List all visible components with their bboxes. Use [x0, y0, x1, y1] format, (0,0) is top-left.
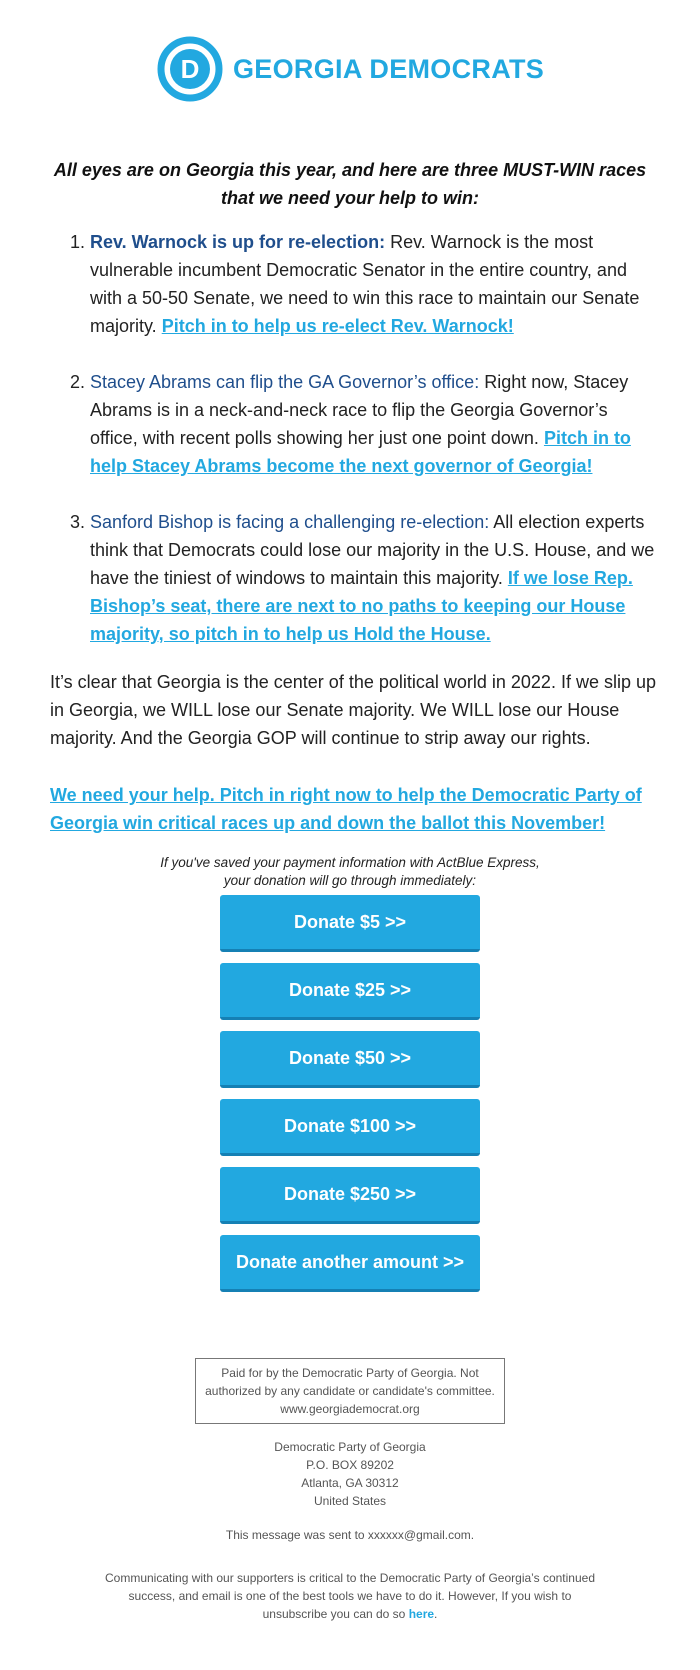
- race-body: Rev. Warnock is the most vulnerable incumbent Democratic Senator in the entire country, and with a 50-50 Senate, we need to win this race to maintain our Senate majority.: [90, 232, 640, 336]
- race-lead: Sanford Bishop is facing a challenging re-election:: [90, 512, 490, 532]
- donate-100-button[interactable]: Donate $100 >>: [220, 1099, 480, 1156]
- must-win-races-list: [50, 228, 660, 676]
- main-donate-link[interactable]: We need your help. Pitch in right now to help the Democratic Party of Georgia win critical races up and down the ballot this November!: [50, 785, 642, 833]
- race-lead: Stacey Abrams can flip the GA Governor’s office:: [90, 372, 480, 392]
- closing-paragraph: It’s clear that Georgia is the center of the political world in 2022. If we slip up in Georgia, we WILL lose our Senate majority. We WILL lose our House majority. And the Georgia GOP will continue to strip away our rights.: [50, 672, 656, 748]
- express-note-line: If you've saved your payment information with ActBlue Express,: [160, 855, 540, 870]
- bishop-donate-link[interactable]: If we lose Rep. Bishop’s seat, there are next to no paths to keeping our House majority, so pitch in to help us Hold the House.: [90, 568, 633, 644]
- race-item-abrams: [50, 368, 660, 480]
- donate-5-button[interactable]: Donate $5 >>: [220, 895, 480, 952]
- donate-other-amount-button[interactable]: Donate another amount >>: [220, 1235, 480, 1292]
- race-lead: Rev. Warnock is up for re-election:: [90, 232, 386, 252]
- race-number: 3.: [70, 512, 86, 532]
- intro-heading: All eyes are on Georgia this year, and here are three MUST-WIN races that we need your help to win:: [53, 160, 647, 208]
- race-body: Right now, Stacey Abrams is in a neck-and-neck race to flip the Georgia Governor’s office, with recent polls showing her just one point down.: [90, 372, 629, 448]
- donate-250-button[interactable]: Donate $250 >>: [220, 1167, 480, 1224]
- express-note-line: your donation will go through immediately:: [223, 873, 477, 888]
- race-body: All election experts think that Democrats could lose our majority in the U.S. House, and we have the tiniest of windows to maintain this majority.: [90, 512, 655, 588]
- cta-paragraph: [50, 781, 660, 837]
- race-item-bishop: [50, 508, 660, 648]
- address-org: Democratic Party of Georgia: [274, 1440, 426, 1454]
- donate-buttons: [220, 895, 480, 1303]
- race-number: 1.: [70, 232, 86, 252]
- unsubscribe-link[interactable]: here: [408, 1607, 435, 1621]
- democrats-d-logo-icon: [157, 36, 223, 102]
- address-po-box: P.O. BOX 89202: [306, 1458, 394, 1472]
- unsubscribe-notice: [95, 1569, 605, 1623]
- address-country: United States: [313, 1494, 387, 1508]
- race-item-warnock: [50, 228, 660, 340]
- warnock-donate-link[interactable]: Pitch in to help us re-elect Rev. Warnock!: [161, 316, 514, 336]
- donate-25-button[interactable]: Donate $25 >>: [220, 963, 480, 1020]
- donate-50-button[interactable]: Donate $50 >>: [220, 1031, 480, 1088]
- abrams-donate-link[interactable]: Pitch in to help Stacey Abrams become the next governor of Georgia!: [90, 428, 631, 476]
- mailing-address: [200, 1438, 500, 1510]
- georgia-democrats-logo: [157, 36, 547, 102]
- unsubscribe-period: .: [434, 1607, 438, 1621]
- actblue-express-note: [100, 854, 600, 890]
- brand-name: GEORGIA DEMOCRATS: [233, 53, 545, 84]
- race-number: 2.: [70, 372, 86, 392]
- svg-text:D: D: [180, 54, 200, 84]
- unsubscribe-text: Communicating with our supporters is critical to the Democratic Party of Georgia’s continued success, and email is one of the best tools we have to do it. However, If you wish to unsubscribe you can do so: [105, 1571, 595, 1621]
- sent-to-notice: This message was sent to xxxxxx@gmail.com.: [225, 1528, 475, 1542]
- address-city: Atlanta, GA 30312: [301, 1476, 399, 1490]
- paid-for-disclaimer: Paid for by the Democratic Party of Georgia. Not authorized by any candidate or candidate's committee. www.georgiademocrat.org: [195, 1358, 505, 1424]
